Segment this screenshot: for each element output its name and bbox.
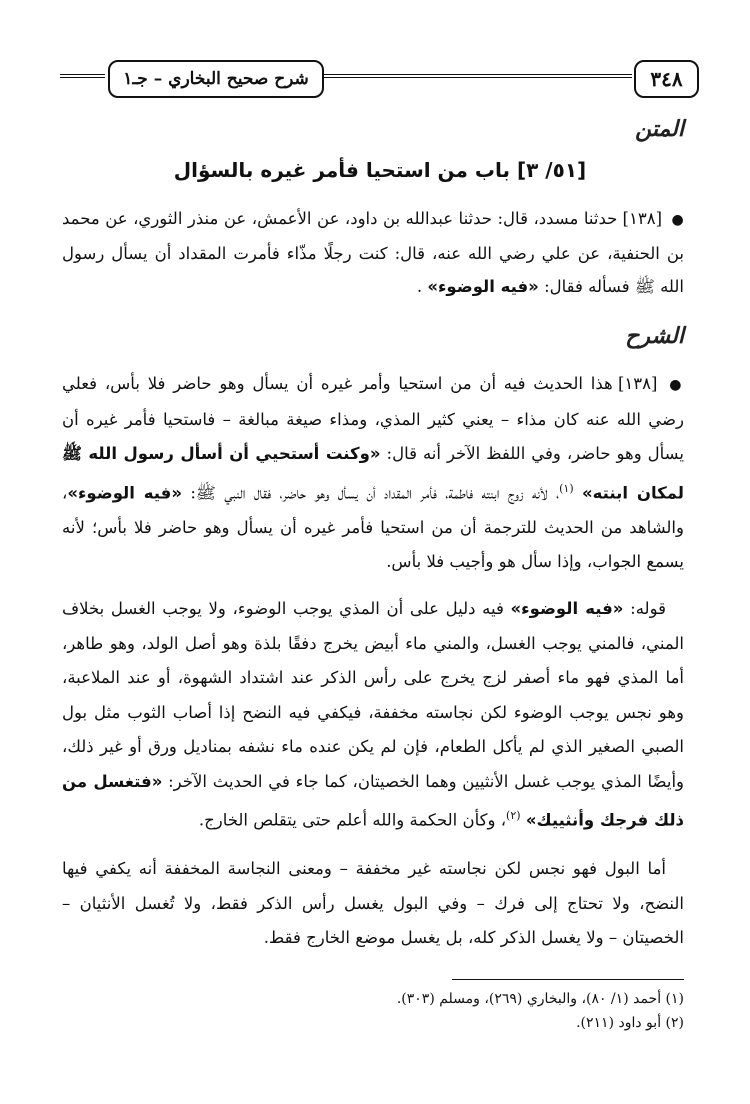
chapter-title: [٥١/ ٣] باب من استحيا فأمر غيره بالسؤال [173, 158, 587, 182]
page-number: ٣٤٨ [634, 60, 699, 98]
footnote-2: (٢) أبو داود (٢١١). [576, 1015, 684, 1031]
para2-text-3: ، وكأن الحكمة والله أعلم حتى يتقلص الخارج. [198, 810, 507, 830]
sharh-paragraph-3: أما البول فهو نجس لكن نجاسته غير مخففة – ومعنى النجاسة المخففة أنه يكفي فيها النضح، ولا تحتاج إلى فرك – وفي البول يغسل رأس الذكر فقط، ولا تُغسل الأنثيان – الخصيتان – ولا يغسل الذكر كله، بل يغسل موضع الخارج فقط. [62, 859, 684, 947]
book-title: شرح صحيح البخاري – جـ١ [108, 60, 324, 98]
footnote-ref-2: (٢) [506, 809, 521, 822]
sharh-paragraph-1 [62, 367, 684, 580]
para2-text-1: قوله: [630, 599, 666, 618]
para2-text-2: فيه دليل على أن المذي يوجب الوضوء، ولا يوجب الغسل بخلاف المني، فالمني يوجب الغسل، والمني ماء أبيض يخرج دفقًا بلذة وهو أصل الولد، وهو طاهر، أما المذي فهو ماء أصفر لزج يخرج على رأس الذكر عند اشتداد الشهوة، أو عند الملاعبة، وهو نجس يوجب الوضوء لكن نجاسته مخففة، فيكفي فيه النضح إذا أصاب الثوب مثل بول الصبي الصغير الذي لم يأكل الطعام، فإن لم يكن عنده ماء نشفه بمناديل ورق أو غير ذلك، وأيضًا المذي يوجب غسل الأنثيين وهما الخصيتان، كما جاء في الحديث الآخر: [62, 599, 684, 791]
page-header [60, 52, 697, 102]
header-rule-left [60, 74, 105, 78]
hadith-body: [١٣٨] حدثنا مسدد، قال: حدثنا عبدالله بن داود، عن الأعمش، عن منذر الثوري، عن محمد بن الحنفية، عن علي رضي الله عنه، قال: كنت رجلًا مذّاء فأمرت المقداد أن يسأل رسول الله ﷺ فسأله فقال: [62, 209, 684, 296]
sharh-paragraph-2 [62, 592, 684, 838]
footnote-1: (١) أحمد (١/ ٨٠)، والبخاري (٢٦٩)، ومسلم (٣٠٣). [396, 991, 684, 1007]
sharh-text-3: ، والشاهد من الحديث للترجمة أن من استحيا فأمر غيره أن يسأل وهو حاضر فلا بأس؛ لأنه يسمع الجواب، وإذا سأل هو وأجيب فلا بأس. [62, 483, 684, 571]
para2-quote-1: «فيه الوضوء» [510, 599, 624, 618]
sharh-quote-2: «فيه الوضوء» [67, 483, 182, 502]
sharh-quote-1: «وكنت أستحيي أن أسأل رسول الله ﷺ لمكان ابنته» [62, 444, 685, 502]
footnote-divider [452, 979, 684, 980]
hadith-end: . [416, 277, 423, 296]
sharh-text-2: ، لأنه زوج ابنته فاطمة، فأمر المقداد أن يسأل وهو حاضر، فقال النبي ﷺ: [190, 483, 560, 502]
hadith-bullet: ● [671, 212, 685, 228]
sharh-label: الشرح [625, 323, 684, 349]
header-rule-middle [322, 74, 632, 78]
footnote-ref-1: (١) [559, 481, 574, 495]
sharh-bullet: ● [669, 377, 684, 393]
hadith-text [62, 202, 684, 303]
matn-label: المتن [635, 116, 684, 142]
sharh-text-1: [١٣٨] هذا الحديث فيه أن من استحيا وأمر غيره أن يسأل وهو حاضر فلا بأس، فعلي رضي الله عنه كان مذاء – يعني كثير المذي، ومذاء صيغة مبالغة – فاستحيا فأمر غيره أن يسأل وهو حاضر، وفي اللفظ الآخر أنه قال: [62, 374, 684, 463]
hadith-quote: «فيه الوضوء» [427, 277, 539, 296]
para2-quote-2: «فتغسل من ذلك فرجك وأنثييك» [62, 771, 684, 830]
